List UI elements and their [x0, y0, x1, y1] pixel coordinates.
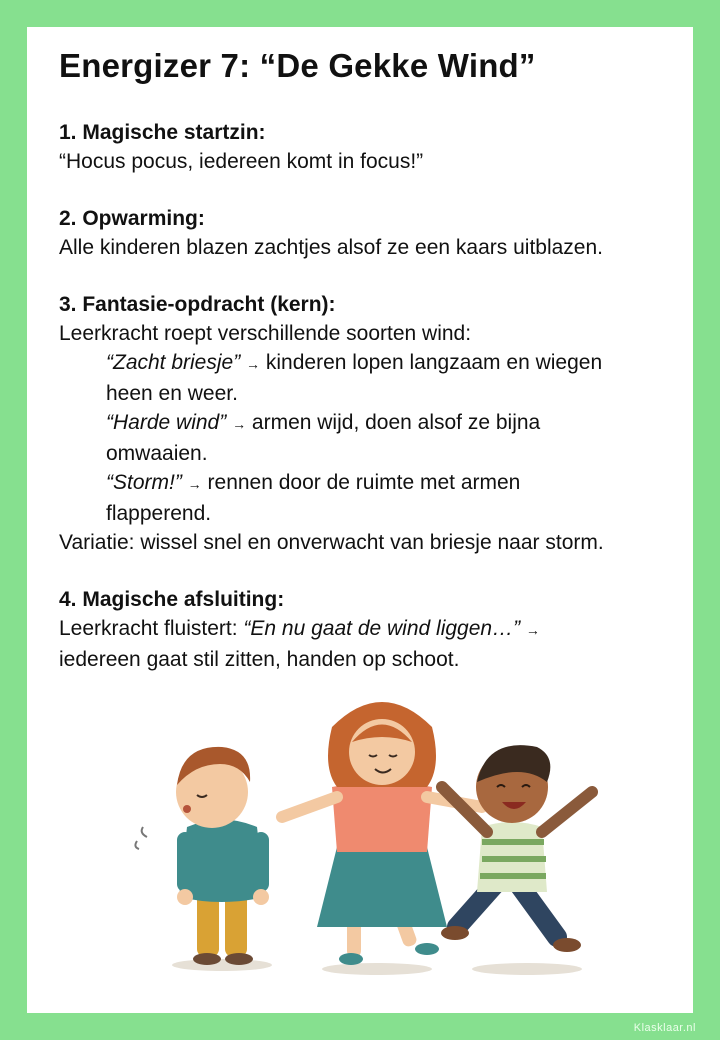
children-illustration: [97, 687, 637, 987]
section-text: “Hocus pocus, iedereen komt in focus!”: [59, 150, 424, 173]
variation-text: Variatie: wissel snel en onverwacht van briesje naar storm.: [59, 531, 604, 554]
closing-line-2: iedereen gaat stil zitten, handen op schoot.: [59, 648, 460, 671]
arrow-icon: →: [246, 356, 261, 372]
wind-action-cont: heen en weer.: [106, 382, 238, 405]
arrow-icon: →: [187, 476, 202, 492]
closing-line: [59, 614, 669, 645]
wind-item: [59, 348, 669, 408]
content: [59, 118, 669, 702]
section-startzin: [59, 118, 669, 176]
wind-action-cont: omwaaien.: [106, 442, 208, 465]
section-kern: [59, 290, 669, 557]
section-heading: 1. Magische startzin:: [59, 121, 266, 144]
wind-item: [59, 408, 669, 468]
section-heading: 2. Opwarming:: [59, 207, 205, 230]
wind-cue: “Harde wind”: [106, 411, 227, 434]
boy-running: [441, 745, 592, 952]
section-afsluiting: [59, 585, 669, 674]
section-heading: 3. Fantasie-opdracht (kern):: [59, 293, 336, 316]
wind-action-cont: flapperend.: [106, 502, 212, 525]
section-heading: 4. Magische afsluiting:: [59, 588, 285, 611]
wind-action: rennen door de ruimte met armen: [207, 471, 521, 494]
wind-item: [59, 468, 669, 528]
closing-quote: “En nu gaat de wind liggen…”: [243, 617, 521, 640]
wind-cue: “Zacht briesje”: [106, 351, 241, 374]
closing-prefix: Leerkracht fluistert:: [59, 617, 244, 640]
arrow-icon: →: [232, 416, 247, 432]
boy-blowing: [135, 747, 269, 965]
page-title: Energizer 7: “De Gekke Wind”: [59, 47, 536, 84]
section-text: Alle kinderen blazen zachtjes alsof ze een kaars uitblazen.: [59, 236, 603, 259]
arrow-icon: →: [525, 622, 540, 638]
wind-action: kinderen lopen langzaam en wiegen: [265, 351, 603, 374]
section-opwarming: [59, 204, 669, 262]
section-intro: Leerkracht roept verschillende soorten wind:: [59, 322, 472, 345]
energizer-card: [27, 27, 693, 1013]
wind-cue: “Storm!”: [106, 471, 182, 494]
footer-brand: Klasklaar.nl: [633, 1022, 696, 1034]
wind-action: armen wijd, doen alsof ze bijna: [251, 411, 541, 434]
